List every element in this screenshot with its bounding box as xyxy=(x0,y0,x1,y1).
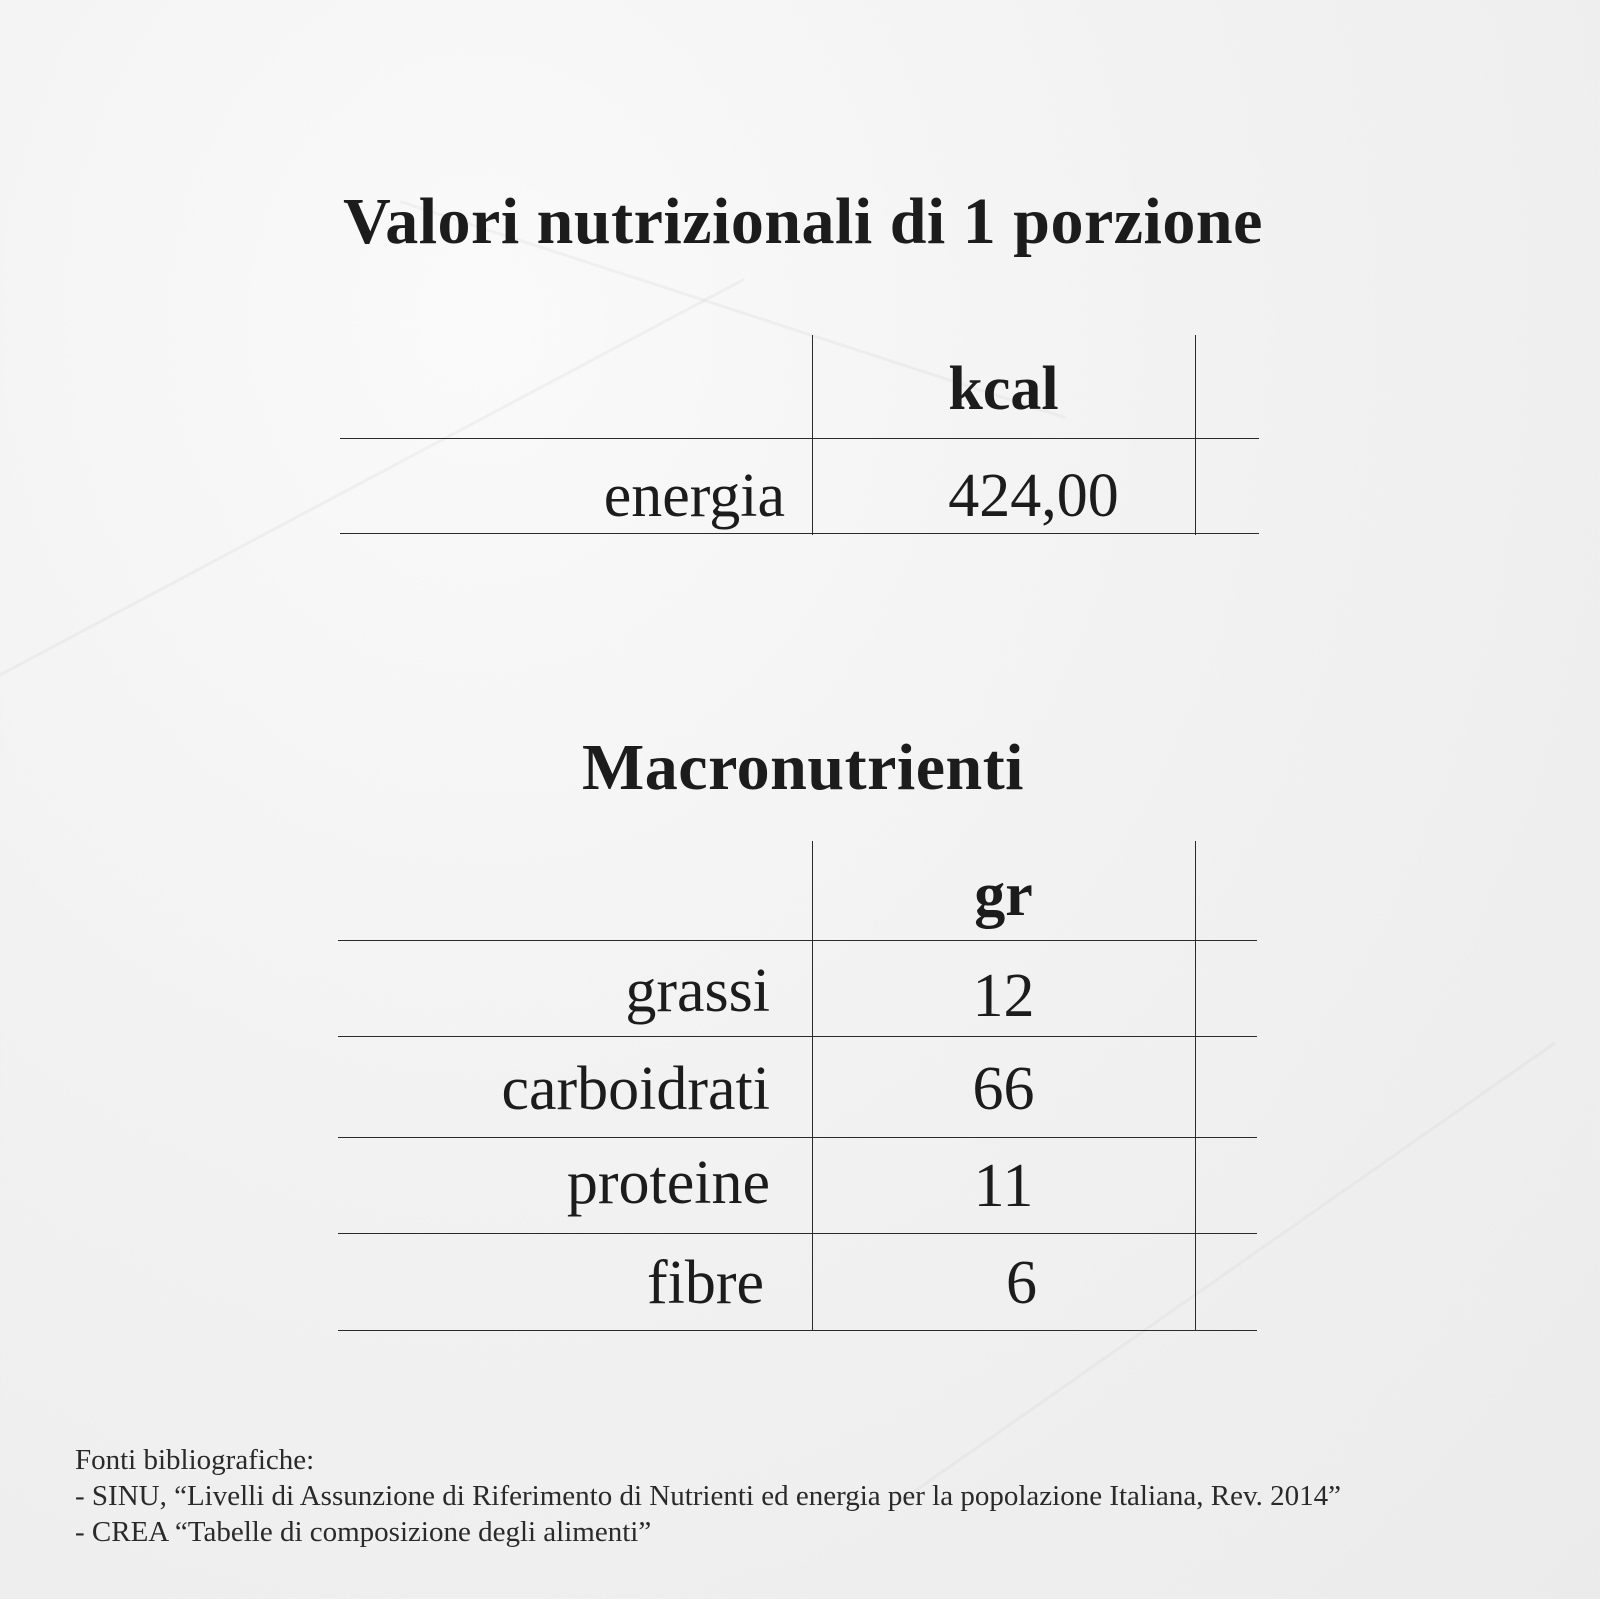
energy-title: Valori nutrizionali di 1 porzione xyxy=(343,185,1263,258)
table-rule xyxy=(338,940,1257,941)
row-value: 6 xyxy=(1006,1249,1037,1317)
row-label: fibre xyxy=(646,1249,764,1317)
source-item: - SINU, “Livelli di Assunzione di Riferimento di Nutrienti ed energia per la popolazione Italiana, Rev. 2014” xyxy=(75,1480,1341,1512)
row-value: 66 xyxy=(972,1055,1035,1123)
source-item: - CREA “Tabelle di composizione degli alimenti” xyxy=(75,1516,652,1548)
table-rule xyxy=(340,533,1259,534)
table-rule xyxy=(338,1233,1257,1234)
row-label: grassi xyxy=(625,957,770,1025)
macro-title: Macronutrienti xyxy=(581,731,1025,804)
row-value: 11 xyxy=(973,1152,1034,1220)
table-rule xyxy=(338,1330,1257,1331)
unit-header: kcal xyxy=(948,355,1059,423)
table-rule xyxy=(338,1137,1257,1138)
table-rule xyxy=(338,1036,1257,1037)
unit-header: gr xyxy=(974,861,1033,929)
sources-footer xyxy=(75,1442,1341,1550)
row-label: energia xyxy=(603,462,785,530)
sources-heading: Fonti bibliografiche: xyxy=(75,1444,315,1476)
table-rule xyxy=(340,438,1259,439)
row-label: proteine xyxy=(566,1149,770,1217)
row-value: 12 xyxy=(972,962,1035,1030)
row-value: 424,00 xyxy=(948,462,1119,530)
row-label: carboidrati xyxy=(501,1055,770,1123)
